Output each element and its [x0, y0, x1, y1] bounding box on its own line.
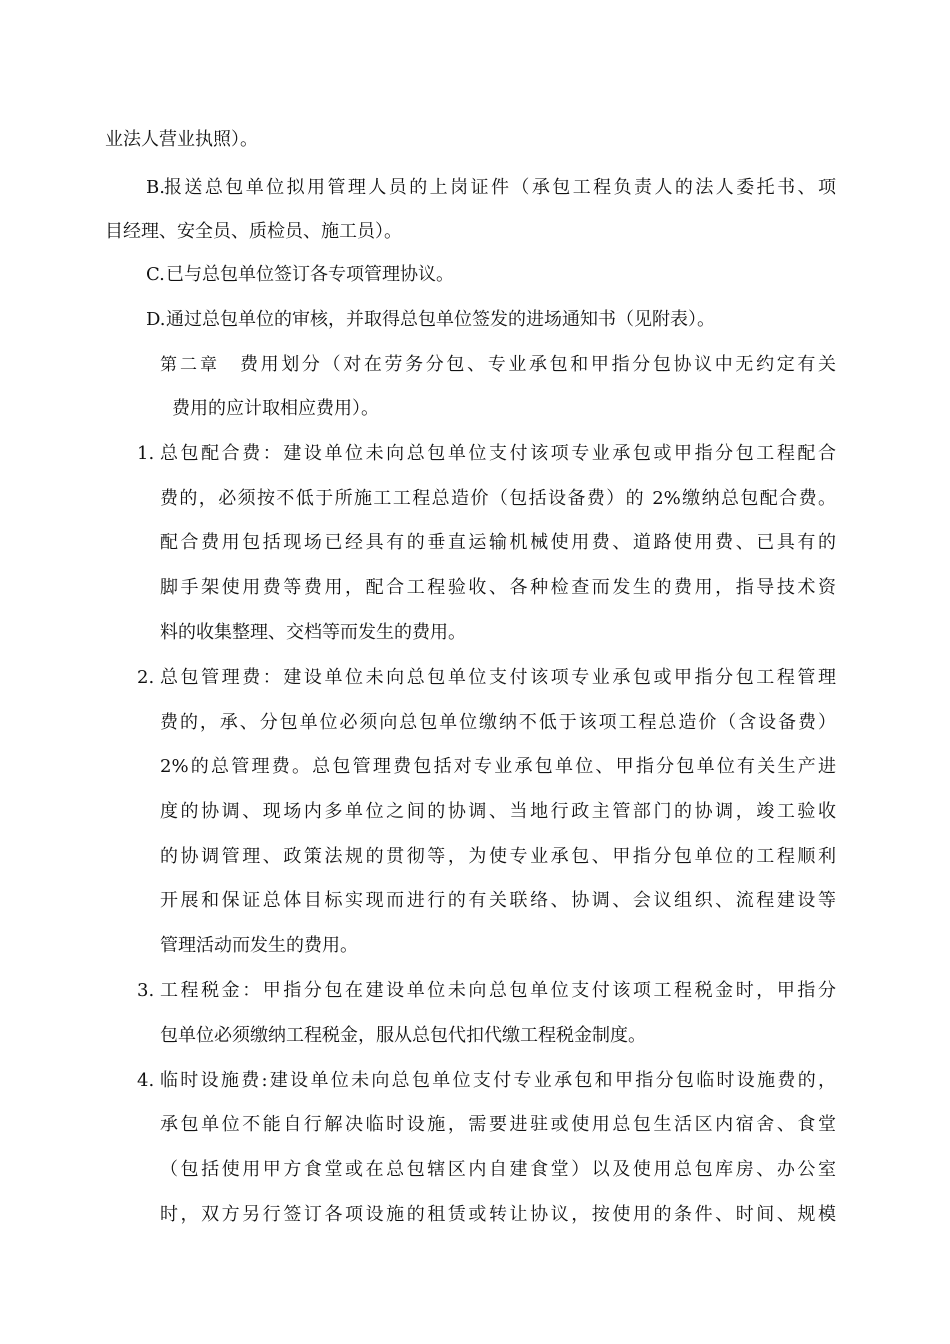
item-2-line-1: 总包管理费：建设单位未向总包单位支付该项专业承包或甲指分包工程管理 — [160, 667, 836, 688]
chapter-title-line-2: 费用的应计取相应费用）。 — [172, 398, 379, 419]
item-4-line-3: （包括使用甲方食堂或在总包辖区内自建食堂）以及使用总包库房、办公室 — [160, 1159, 836, 1180]
item-b-line-1: 报送总包单位拟用管理人员的上岗证件（承包工程负责人的法人委托书、项 — [164, 177, 836, 198]
item-4-line-1: 临时设施费:建设单位未向总包单位支付专业承包和甲指分包临时设施费的， — [160, 1070, 836, 1091]
item-4-line-2: 承包单位不能自行解决临时设施，需要进驻或使用总包生活区内宿舍、食堂 — [160, 1114, 836, 1135]
item-d-line-1: 通过总包单位的审核，并取得总包单位签发的进场通知书（见附表）。 — [166, 309, 715, 330]
item-c-line-1: 已与总包单位签订各专项管理协议。 — [166, 264, 454, 285]
item-c-label: C. — [146, 264, 165, 285]
item-1-line-5: 料的收集整理、交档等而发生的费用。 — [160, 622, 466, 643]
item-3-line-2: 包单位必须缴纳工程税金，服从总包代扣代缴工程税金制度。 — [160, 1025, 646, 1046]
item-2-line-7: 管理活动而发生的费用。 — [160, 935, 358, 956]
item-1-line-1: 总包配合费：建设单位未向总包单位支付该项专业承包或甲指分包工程配合 — [160, 443, 836, 464]
item-3-line-1: 工程税金：甲指分包在建设单位未向总包单位支付该项工程税金时，甲指分 — [160, 980, 836, 1001]
item-d-label: D. — [146, 309, 166, 330]
chapter-title-line-1: 费用划分（对在劳务分包、专业承包和甲指分包协议中无约定有关 — [240, 354, 836, 375]
item-2-line-3: 2%的总管理费。总包管理费包括对专业承包单位、甲指分包单位有关生产进 — [160, 756, 836, 777]
item-2-line-4: 度的协调、现场内多单位之间的协调、当地行政主管部门的协调，竣工验收 — [160, 801, 836, 822]
item-4-line-4: 时，双方另行签订各项设施的租赁或转让协议，按使用的条件、时间、规模 — [160, 1204, 836, 1225]
item-2-line-6: 开展和保证总体目标实现而进行的有关联络、协调、会议组织、流程建设等 — [160, 890, 836, 911]
item-b-line-2: 目经理、安全员、质检员、施工员）。 — [105, 221, 402, 242]
chapter-number: 第二章 — [160, 355, 220, 375]
item-1-label: 1. — [137, 443, 155, 464]
item-2-line-5: 的协调管理、政策法规的贯彻等，为使专业承包、甲指分包单位的工程顺利 — [160, 846, 836, 867]
item-1-line-3: 配合费用包括现场已经具有的垂直运输机械使用费、道路使用费、已具有的 — [160, 532, 836, 553]
item-4-label: 4. — [137, 1070, 155, 1091]
item-1-line-2: 费的，必须按不低于所施工工程总造价（包括设备费）的 2%缴纳总包配合费。 — [160, 488, 836, 509]
item-1-line-4: 脚手架使用费等费用，配合工程验收、各种检查而发生的费用，指导技术资 — [160, 577, 836, 598]
item-2-label: 2. — [137, 667, 155, 688]
item-b-label: B. — [146, 177, 165, 198]
intro-tail-text: 业法人营业执照）。 — [105, 129, 258, 150]
item-3-label: 3. — [137, 980, 155, 1001]
item-2-line-2: 费的，承、分包单位必须向总包单位缴纳不低于该项工程总造价（含设备费） — [160, 712, 836, 733]
